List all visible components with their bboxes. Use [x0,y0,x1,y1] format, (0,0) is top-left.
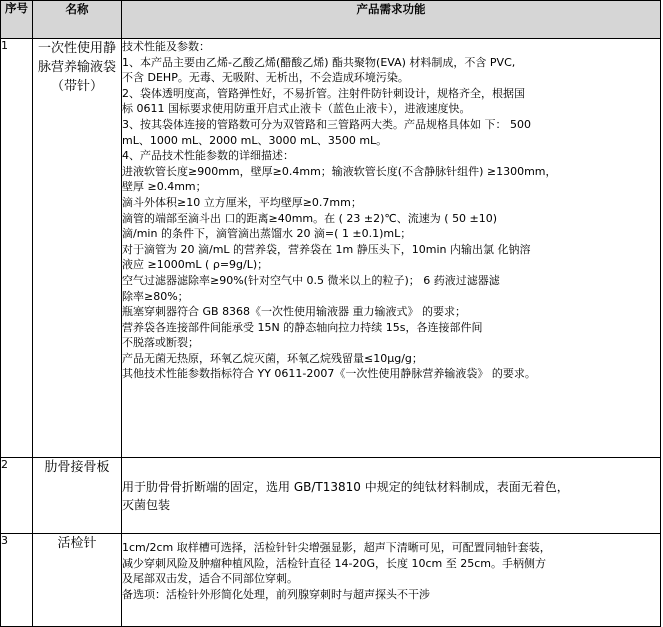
function-line: 技术性能及参数： [122,40,210,53]
row-serial-number: 3 [1,534,33,627]
function-line: 4、产品技术性能参数的详细描述： [122,149,294,163]
function-line: 1、本产品主要由乙烯-乙酸乙烯(醋酸乙烯) 酯共聚物(EVA) 材料制成，不含 PVC, [122,55,516,69]
table-row [1,39,661,458]
row-product-function [122,534,661,627]
function-line: 壁厚 ≥0.4mm； [122,180,207,194]
function-line: 备选项：活检针外形简化处理，前列腺穿刺时与超声探头不干涉 [122,587,430,601]
function-line: 其他技术性能参数指标符合 YY 0611-2007《一次性使用静脉营养输液袋》 的要求。 [122,367,536,381]
function-line: 滴/min 的条件下，滴管滴出蒸馏水 20 滴=( 1 ±0.1)mL； [122,227,412,241]
function-line: 用于肋骨骨折断端的固定，选用 GB/T13810 中规定的纯钛材料制成，表面无着色， [122,479,569,494]
function-line: 产品无菌无热原，环氧乙烷灭菌，环氧乙烷残留量≤10μg/g； [122,351,423,365]
function-line: 瓶塞穿刺器符合 GB 8368《一次性使用输液器 重力输液式》 的要求； [122,305,467,319]
function-line: 及尾部双击发，适合不同部位穿刺。 [122,572,298,586]
row-product-name: 肋骨接骨板 [33,458,122,534]
row-product-name: 活检针 [33,534,122,627]
header-product-name: 名称 [33,1,122,39]
function-line: 不脱落或断裂； [122,336,199,350]
function-line: 对于滴管为 20 滴/mL 的营养袋，营养袋在 1m 静压头下，10min 内输出氯 化钠溶 [122,242,531,256]
function-line: 营养袋各连接部件间能承受 15N 的静态轴向拉力持续 15s，各连接部件间 [122,320,483,334]
function-line: 进液软管长度≥900mm，壁厚≥0.4mm；输液软管长度(不含静脉针组件) ≥1300mm， [122,164,557,178]
table-row [1,534,661,627]
row-serial-number: 2 [1,458,33,534]
header-serial-number: 序号 [1,1,33,39]
function-line: 不含 DEHP。无毒、无吸附、无析出，不会造成环境污染。 [122,71,409,85]
function-line: 滴斗外体积≥10 立方厘米，平均壁厚≥0.7mm； [122,195,362,209]
header-product-function: 产品需求功能 [122,1,661,39]
table-row [1,458,661,534]
function-line: 空气过滤器滤除率≥90%(针对空气中 0.5 微米以上的粒子)； 6 药液过滤器滤 [122,273,500,287]
function-line: 滴管的端部至滴斗出 口的距离≥40mm。在 ( 23 ±2)℃、流速为 ( 50 ±10) [122,211,498,225]
function-line: 灭菌包装 [122,497,171,512]
function-line: mL、1000 mL、2000 mL、3000 mL、3500 mL。 [122,133,388,147]
function-line: 2、袋体透明度高，管路弹性好，不易折管。注射件防针刺设计，规格齐全，根据国 [122,86,525,100]
table-header-row [1,1,661,39]
row-product-name: 一次性使用静脉营养输液袋 （带针） [33,39,122,458]
function-line: 液应 ≥1000mL ( ρ=9g/L)； [122,258,269,272]
function-line: 3、按其袋体连接的管路数可分为双管路和三管路两大类。产品规格具体如 下： 500 [122,117,531,131]
row-product-function [122,458,661,534]
function-line: 减少穿刺风险及肿瘤种植风险，活检针直径 14-20G，长度 10cm 至 25cm。手柄侧方 [122,556,546,570]
function-line: 标 0611 国标要求使用防重开启式止液卡（蓝色止液卡），进液速度快。 [122,102,471,116]
function-line: 1cm/2cm 取样槽可选择，活检针针尖增强显影，超声下清晰可见，可配置同轴针套装， [122,541,551,554]
row-product-function [122,39,661,458]
function-line: 除率≥80%； [122,289,189,303]
row-serial-number: 1 [1,39,33,458]
